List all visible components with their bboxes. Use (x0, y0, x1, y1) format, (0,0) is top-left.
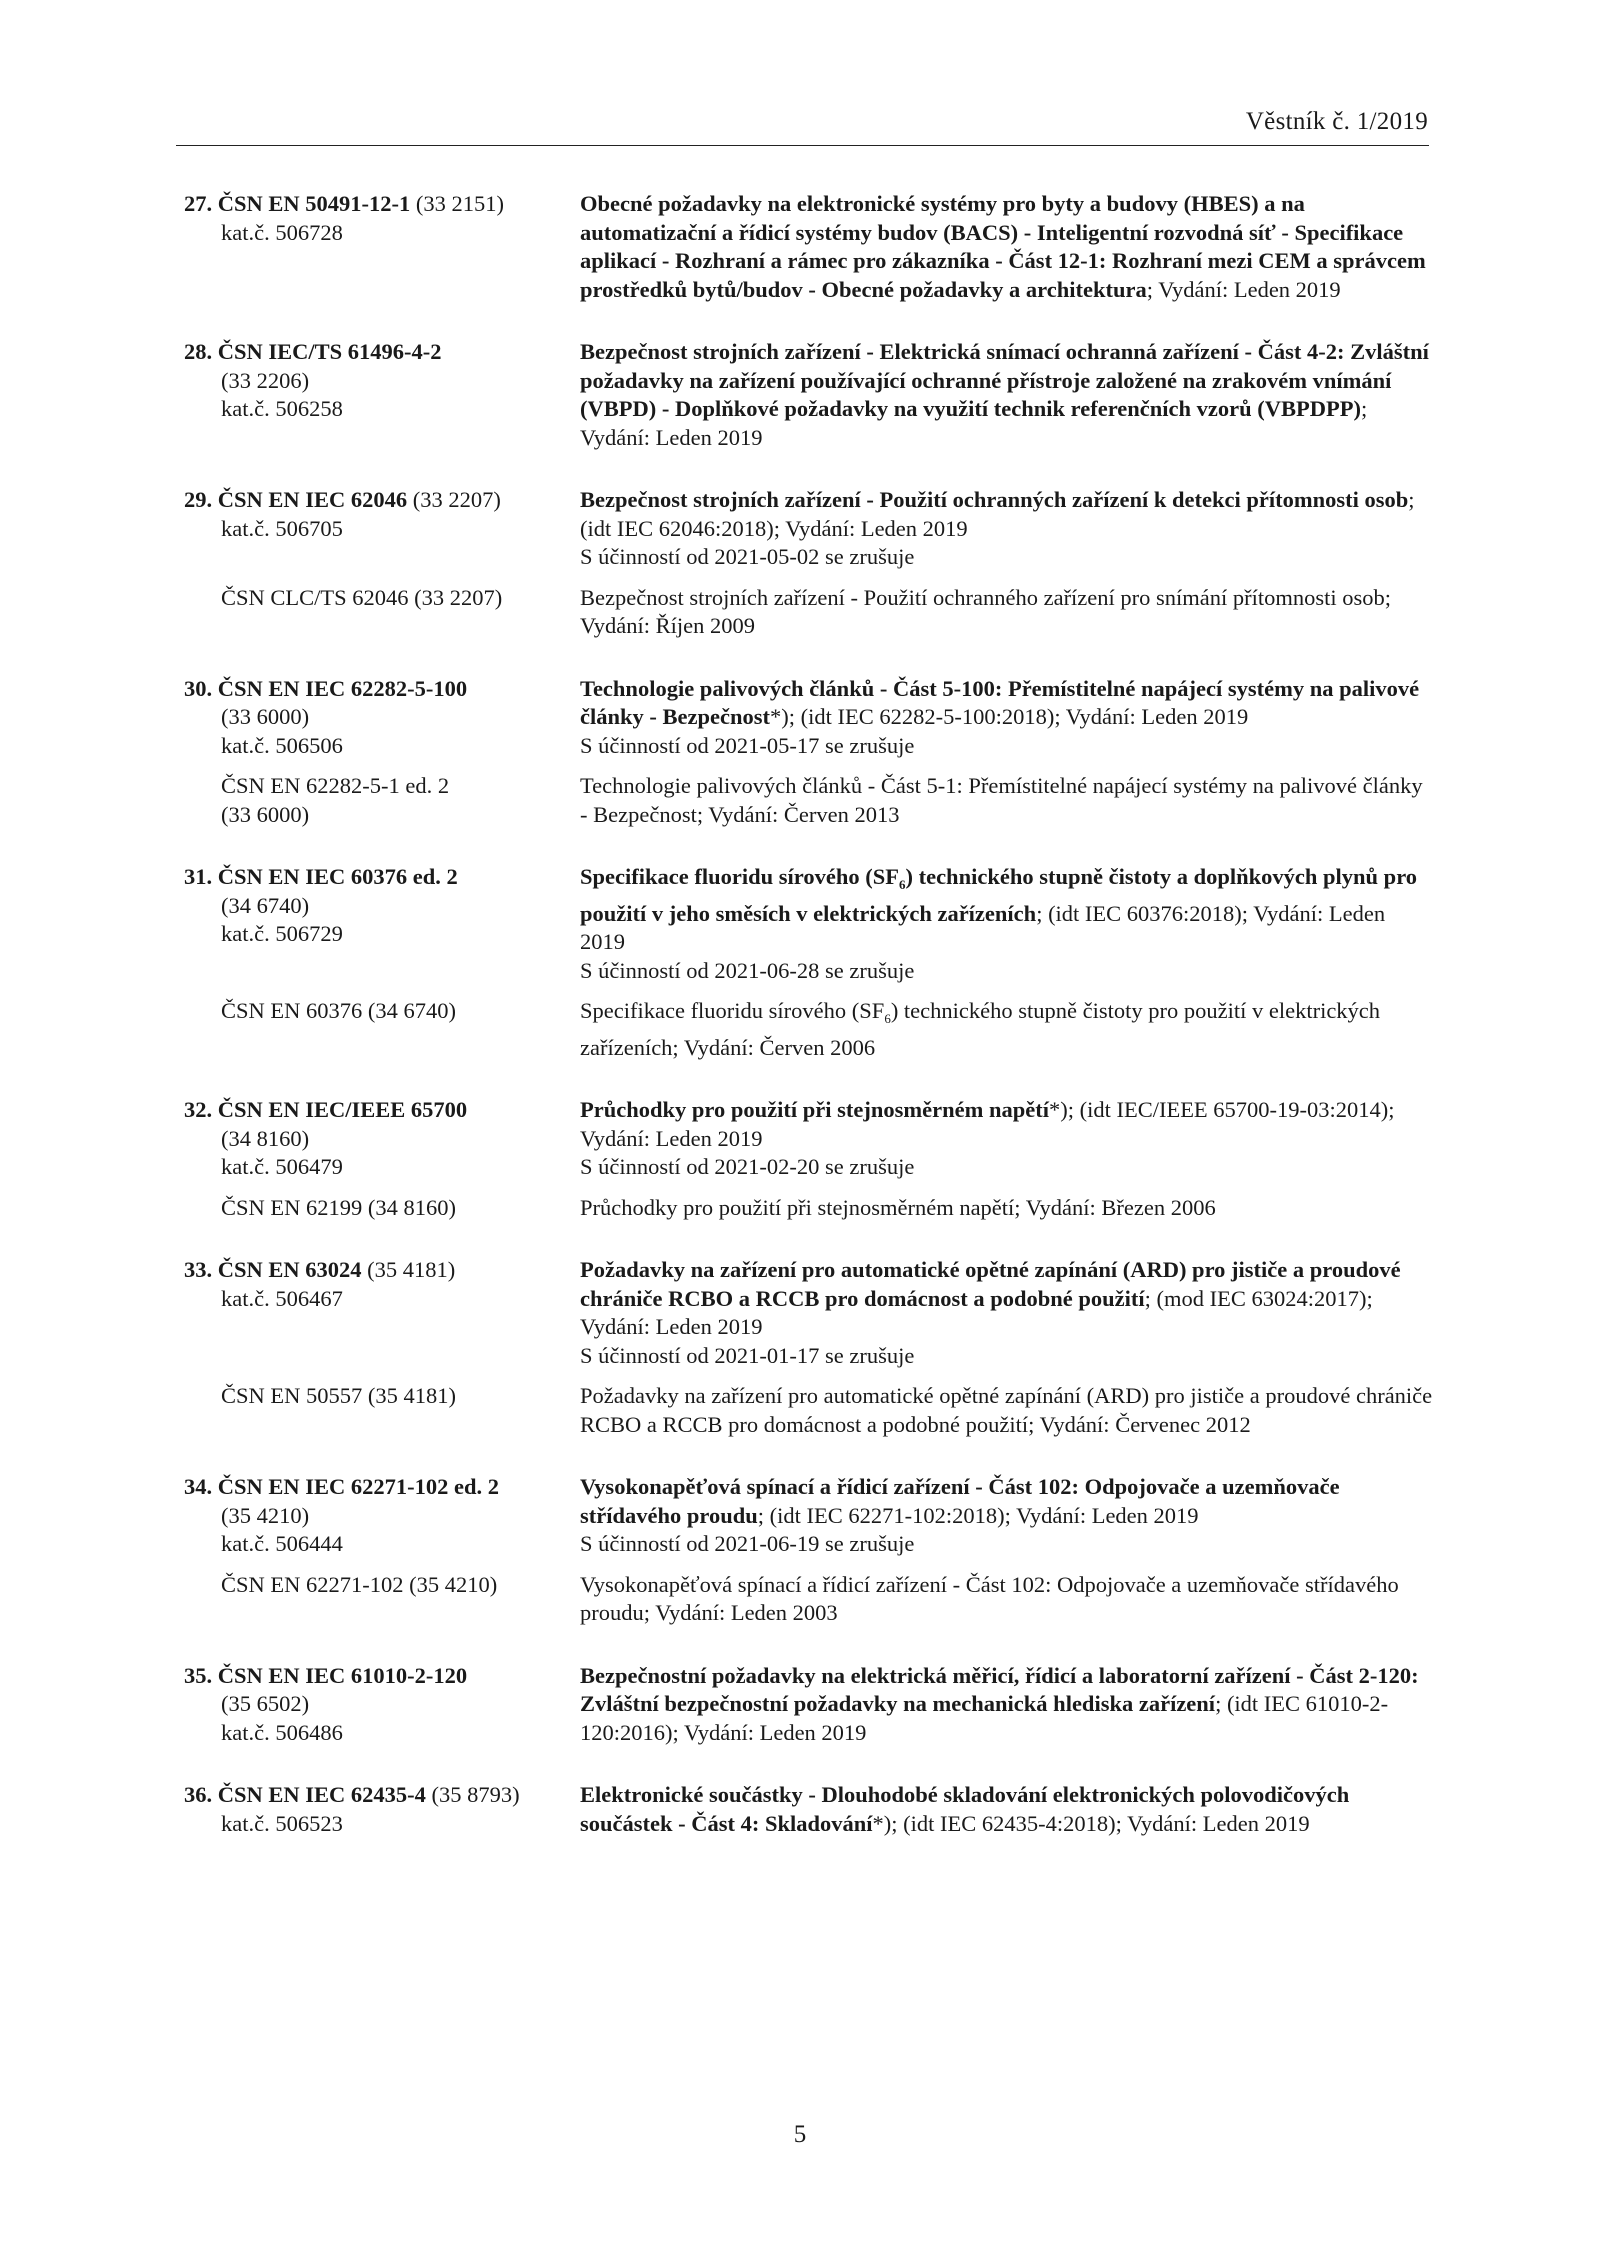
classification: (35 8793) (425, 1782, 520, 1807)
replaced-standard-code: ČSN EN 50557 (35 4181) (221, 1383, 456, 1408)
entry-number: 30. (184, 675, 213, 701)
replaced-standard-code: ČSN EN 62199 (34 8160) (221, 1194, 456, 1220)
replaced-classification: (33 6000) (221, 801, 310, 827)
effective-note: S účinností od 2021-06-19 se zrušuje (580, 1531, 915, 1556)
replaced-standard-text: Vysokonapěťová spínací a řídicí zařízení - Část 102: Odpojovače a uzemňovače střídavého proudu; Vydání: Leden 2003 (580, 1571, 1399, 1625)
standard-code: ČSN EN IEC 62435-4 (217, 1782, 426, 1807)
standard-entry-34 (184, 1473, 1434, 1628)
catalog-number: kat.č. 506258 (221, 396, 343, 421)
entry-number: 27. (184, 191, 213, 216)
standard-title: Specifikace fluoridu sírového $(SF_6)$ technického stupně čistoty a doplňkových plynů pro použití v jeho směsích v elektrických zařízeních (580, 864, 1418, 926)
classification: (33 2206) (221, 367, 310, 393)
standard-title: Požadavky na zařízení pro automatické opětné zapínání (ARD) pro jističe a proudové chrániče RCBO a RCCB pro domácnost a podobné použití (580, 1257, 1401, 1311)
classification: (35 6502) (221, 1691, 310, 1716)
standard-code: ČSN EN IEC 62282-5-100 (217, 675, 468, 701)
entry-number: 33. (184, 1257, 213, 1282)
standard-entry-32 (184, 1096, 1434, 1222)
entry-number: 31. (184, 864, 213, 889)
classification: (35 4181) (361, 1257, 456, 1282)
header-rule (176, 145, 1429, 146)
standard-entry-29 (184, 486, 1434, 641)
replaced-standard-code: ČSN CLC/TS 62046 (33 2207) (221, 584, 503, 610)
entry-number: 34. (184, 1474, 213, 1499)
replaced-standard-text: Technologie palivových článků - Část 5-1: Přemístitelné napájecí systémy na palivové články - Bezpečnost; Vydání: Červen 2013 (580, 773, 1423, 827)
entry-number: 32. (184, 1097, 213, 1122)
standard-details: ; (mod IEC 63024:2017); Vydání: Leden 2019 (580, 1285, 1373, 1339)
effective-note: S účinností od 2021-05-02 se zrušuje (580, 544, 915, 569)
standard-details: *); (idt IEC/IEEE 65700-19-03:2014); Vydání: Leden 2019 (580, 1097, 1395, 1151)
standard-details: *); (idt IEC 62435-4:2018); Vydání: Leden 2019 (872, 1810, 1310, 1836)
catalog-number: kat.č. 506479 (221, 1154, 343, 1179)
standard-details: ; (idt IEC 61010-2-120:2016); Vydání: Leden 2019 (580, 1691, 1389, 1745)
classification: (35 4210) (221, 1502, 310, 1528)
standard-code: ČSN EN IEC 60376 ed. 2 (217, 864, 458, 889)
standard-title: Bezpečnostní požadavky na elektrická měřicí, řídicí a laboratorní zařízení - Část 2-120: Zvláštní bezpečnostní požadavky na mechanická hlediska zařízení (580, 1662, 1419, 1716)
replaced-standard-text: Požadavky na zařízení pro automatické opětné zapínání (ARD) pro jističe a proudové chrániče RCBO a RCCB pro domácnost a podobné použití; Vydání: Červenec 2012 (580, 1383, 1433, 1437)
catalog-number: kat.č. 506705 (221, 515, 343, 541)
standard-entry-36 (184, 1781, 1434, 1838)
standard-code: ČSN IEC/TS 61496-4-2 (217, 339, 442, 364)
standard-entry-35 (184, 1662, 1434, 1748)
standard-title: Vysokonapěťová spínací a řídicí zařízení - Část 102: Odpojovače a uzemňovače střídavého proudu (580, 1474, 1340, 1528)
entry-number: 29. (184, 487, 213, 512)
standard-code: ČSN EN 50491-12-1 (217, 191, 411, 216)
standard-title: Bezpečnost strojních zařízení - Použití ochranných zařízení k detekci přítomnosti osob (580, 487, 1409, 512)
entry-number: 28. (184, 339, 213, 364)
effective-note: S účinností od 2021-01-17 se zrušuje (580, 1342, 915, 1368)
standards-list (184, 190, 1434, 1872)
standard-details: ; (idt IEC 62046:2018); Vydání: Leden 2019 (580, 487, 1415, 541)
catalog-number: kat.č. 506523 (221, 1810, 343, 1836)
standard-code: ČSN EN IEC 61010-2-120 (217, 1662, 468, 1688)
standard-code: ČSN EN IEC/IEEE 65700 (217, 1097, 468, 1122)
page-number: 5 (793, 2121, 807, 2148)
standard-code: ČSN EN IEC 62271-102 ed. 2 (217, 1474, 500, 1499)
classification: (33 2207) (407, 487, 501, 512)
standard-details: *); (idt IEC 62282-5-100:2018); Vydání: Leden 2019 (770, 704, 1249, 729)
replaced-standard-text: Specifikace fluoridu sírového $(SF_6)$ technického stupně čistoty pro použití v elektrických zařízeních; Vydání: Červen 2006 (580, 998, 1381, 1060)
page-header: Věstník č. 1/2019 (1245, 108, 1428, 135)
standard-details: ; (idt IEC 60376:2018); Vydání: Leden 2019 (580, 900, 1386, 954)
standard-details: ; Vydání: Leden 2019 (1146, 276, 1341, 302)
catalog-number: kat.č. 506729 (221, 921, 343, 946)
classification: (33 2151) (410, 191, 505, 216)
effective-note: S účinností od 2021-06-28 se zrušuje (580, 957, 915, 983)
standard-details: ; Vydání: Leden 2019 (580, 396, 1368, 450)
standard-title: Průchodky pro použití při stejnosměrném napětí (580, 1097, 1049, 1122)
standard-entry-28 (184, 338, 1434, 452)
standard-title: Bezpečnost strojních zařízení - Elektrická snímací ochranná zařízení - Část 4-2: Zvláštní požadavky na zařízení používající ochranné přístroje založené na zrakovém vnímání (VBPD) - Doplňkové požadavky na využití technik referenčních vzorů (VBPDPP) (580, 339, 1429, 421)
entry-number: 36. (184, 1782, 213, 1807)
replaced-standard-code: ČSN EN 62271-102 (35 4210) (221, 1571, 498, 1597)
replaced-standard-text: Průchodky pro použití při stejnosměrném napětí; Vydání: Březen 2006 (580, 1194, 1216, 1220)
catalog-number: kat.č. 506728 (221, 219, 343, 245)
standard-code: ČSN EN IEC 62046 (217, 487, 408, 512)
classification: (33 6000) (221, 704, 310, 729)
classification: (34 8160) (221, 1125, 310, 1151)
standard-title: Elektronické součástky - Dlouhodobé skladování elektronických polovodičových součástek - Část 4: Skladování (580, 1782, 1350, 1836)
replaced-standard-code: ČSN EN 62282-5-1 ed. 2 (221, 773, 450, 798)
standard-details: ; (idt IEC 62271-102:2018); Vydání: Leden 2019 (757, 1502, 1199, 1528)
standard-entry-30 (184, 675, 1434, 830)
catalog-number: kat.č. 506444 (221, 1531, 343, 1556)
standard-entry-33 (184, 1256, 1434, 1439)
catalog-number: kat.č. 506486 (221, 1719, 343, 1745)
classification: (34 6740) (221, 892, 310, 918)
entry-number: 35. (184, 1662, 213, 1688)
effective-note: S účinností od 2021-02-20 se zrušuje (580, 1154, 915, 1179)
standard-title: Obecné požadavky na elektronické systémy pro byty a budovy (HBES) a na automatizační a řídicí systémy budov (BACS) - Inteligentní rozvodná síť - Specifikace aplikací - Rozhraní a rámec pro zákazníka - Část 12-1: Rozhraní mezi CEM a správcem prostředků bytů/budov - Obecné požadavky a architektura (580, 191, 1426, 302)
effective-note: S účinností od 2021-05-17 se zrušuje (580, 732, 915, 758)
standard-code: ČSN EN 63024 (217, 1257, 362, 1282)
catalog-number: kat.č. 506506 (221, 732, 343, 758)
replaced-standard-text: Bezpečnost strojních zařízení - Použití ochranného zařízení pro snímání přítomnosti osob; Vydání: Říjen 2009 (580, 584, 1392, 638)
standard-title: Technologie palivových článků - Část 5-100: Přemístitelné napájecí systémy na palivové články - Bezpečnost (580, 675, 1420, 729)
replaced-standard-code: ČSN EN 60376 (34 6740) (221, 998, 456, 1023)
standard-entry-31 (184, 863, 1434, 1062)
standard-entry-27 (184, 190, 1434, 304)
catalog-number: kat.č. 506467 (221, 1285, 343, 1311)
